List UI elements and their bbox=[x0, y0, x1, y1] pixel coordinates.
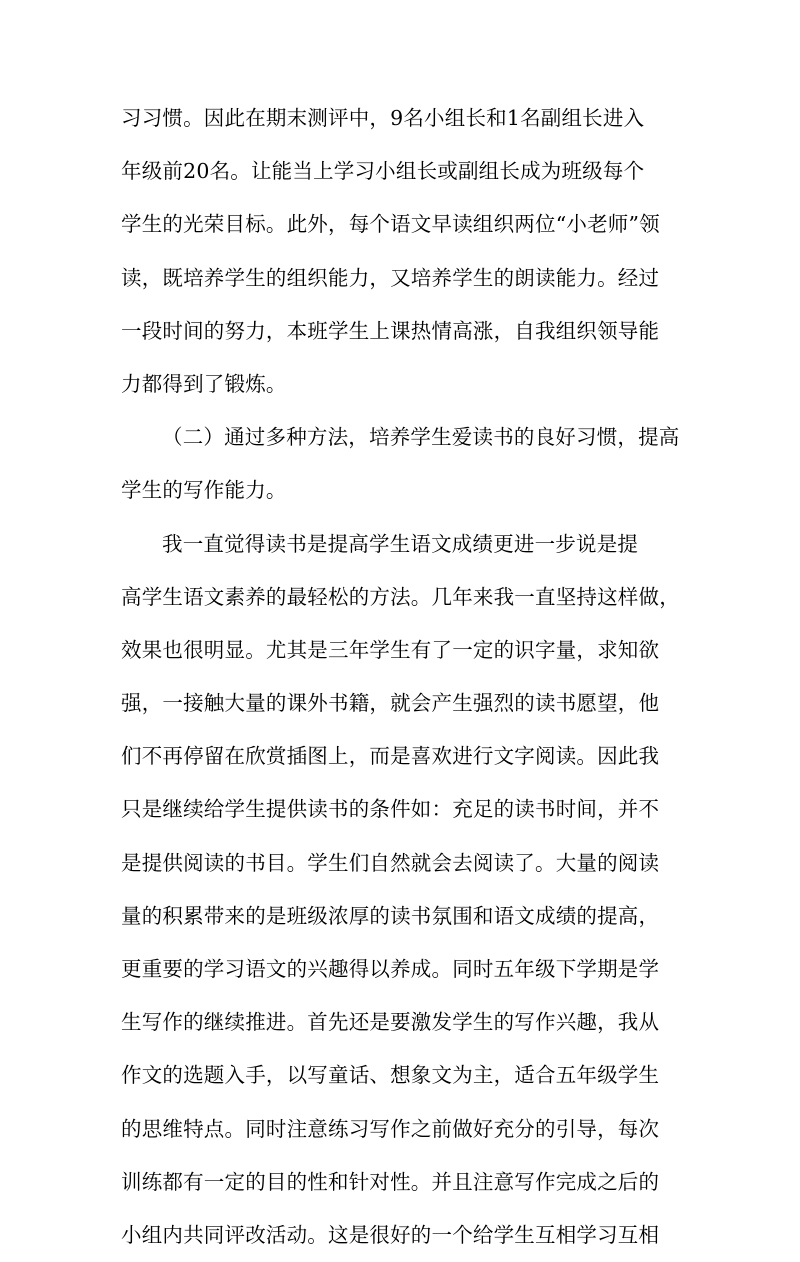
text-line-6: 力都得到了锻炼。 bbox=[121, 371, 287, 396]
text-line-11: 效果也很明显。尤其是三年学生有了一定的识字量，求知欲 bbox=[121, 637, 660, 662]
text-line-17: 更重要的学习语文的兴趣得以养成。同时五年级下学期是学 bbox=[121, 957, 660, 981]
text-line-20: 的思维特点。同时注意练习写作之前做好充分的引导，每次 bbox=[121, 1116, 660, 1141]
text-line-14: 只是继续给学生提供读书的条件如：充足的读书时间，并不 bbox=[121, 797, 660, 822]
text-line-2: 年级前20名。让能当上学习小组长或副组长成为班级每个 bbox=[121, 159, 645, 184]
section-heading-line-1: （二）通过多种方法，培养学生爱读书的良好习惯，提高 bbox=[162, 425, 680, 450]
text-line-18: 生写作的继续推进。首先还是要激发学生的写作兴趣，我从 bbox=[121, 1010, 660, 1035]
text-line-3: 学生的光荣目标。此外，每个语文早读组织两位“小老师”领 bbox=[121, 212, 660, 237]
text-line-15: 是提供阅读的书目。学生们自然就会去阅读了。大量的阅读 bbox=[121, 850, 660, 875]
text-line-19: 作文的选题入手，以写童话、想象文为主，适合五年级学生 bbox=[121, 1063, 660, 1088]
text-line-1: 习习惯。因此在期末测评中，9名小组长和1名副组长进入 bbox=[121, 106, 645, 130]
text-line-9: 我一直觉得读书是提高学生语文成绩更进一步说是提 bbox=[162, 531, 639, 556]
text-line-4: 读，既培养学生的组织能力，又培养学生的朗读能力。经过 bbox=[121, 265, 660, 290]
text-line-10: 高学生语文素养的最轻松的方法。几年来我一直坚持这样做， bbox=[121, 584, 680, 609]
body-text bbox=[121, 92, 681, 1262]
text-line-16: 量的积累带来的是班级浓厚的读书氛围和语文成绩的提高， bbox=[121, 903, 660, 928]
text-line-13: 们不再停留在欣赏插图上，而是喜欢进行文字阅读。因此我 bbox=[121, 744, 660, 769]
text-line-21: 训练都有一定的目的性和针对性。并且注意写作完成之后的 bbox=[121, 1169, 660, 1194]
text-line-12: 强，一接触大量的课外书籍，就会产生强烈的读书愿望，他 bbox=[121, 691, 660, 716]
section-heading-line-2: 学生的写作能力。 bbox=[121, 478, 287, 503]
text-line-22: 小组内共同评改活动。这是很好的一个给学生互相学习互相 bbox=[121, 1222, 660, 1247]
text-line-5: 一段时间的努力，本班学生上课热情高涨，自我组织领导能 bbox=[121, 318, 660, 343]
